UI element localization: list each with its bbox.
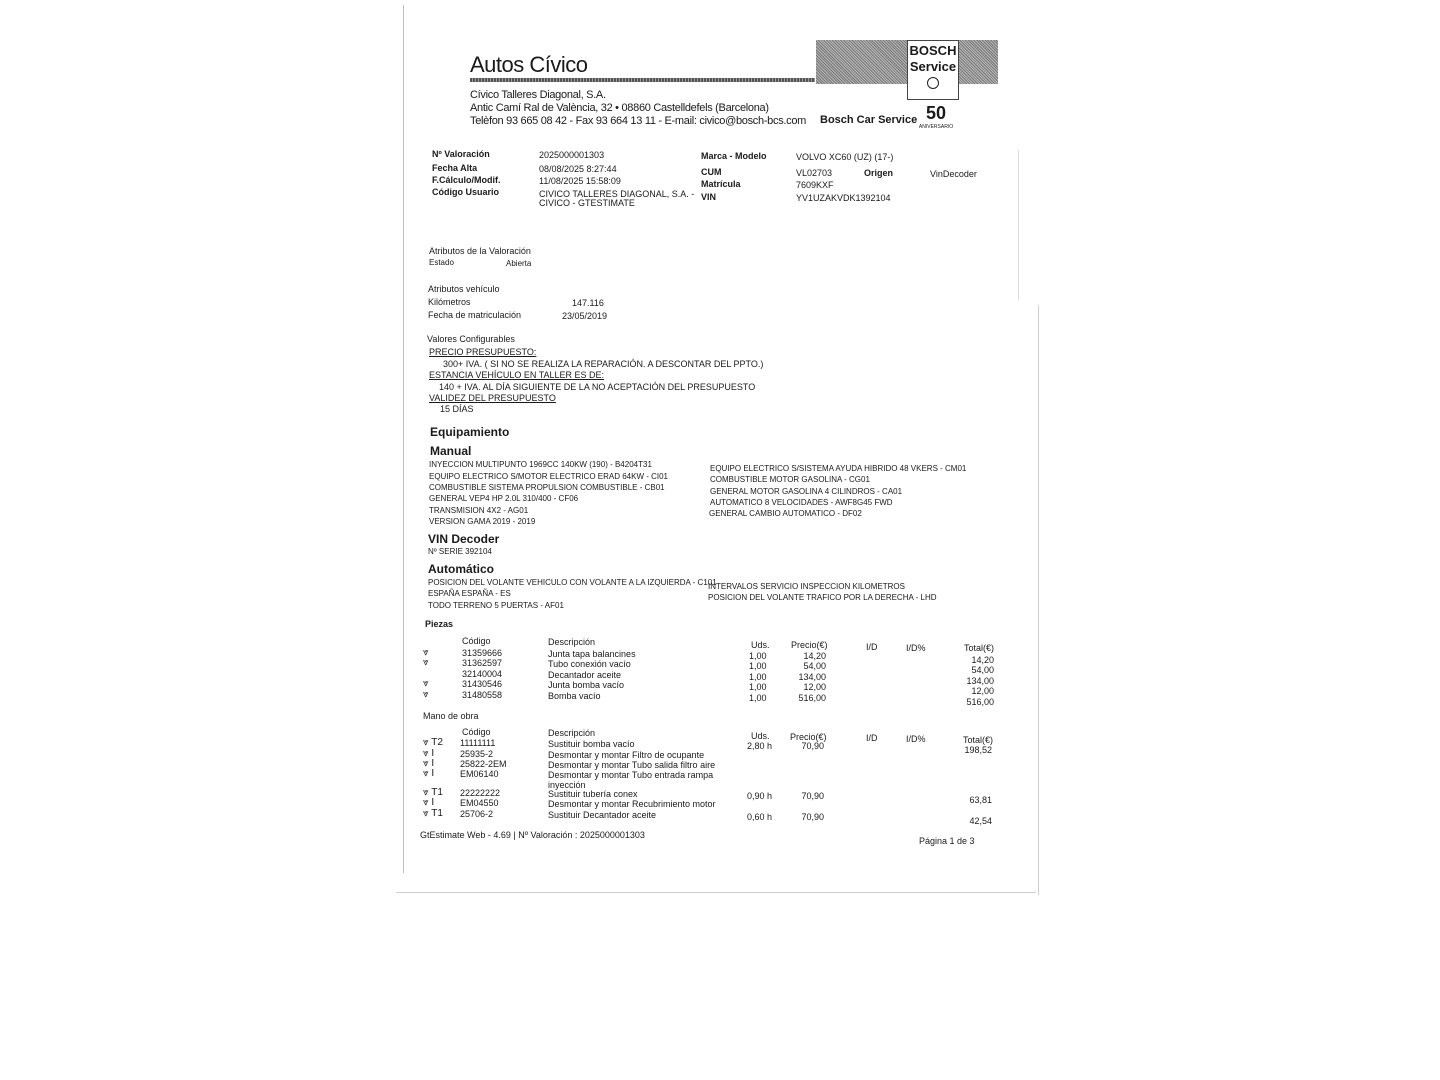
row-check-icon: ⩔ I	[423, 748, 435, 759]
manual-title: Manual	[430, 444, 472, 458]
piezas-descripcion: Junta tapa balancines	[548, 649, 636, 659]
mo-descripcion: Sustituir Decantador aceite	[548, 810, 657, 820]
mo-total: 198,52	[964, 745, 992, 755]
piezas-uds: 1,00	[749, 693, 767, 703]
auto-item: ESPAÑA ESPAÑA - ES	[428, 589, 511, 598]
manual-item: TRANSMISION 4X2 - AG01	[429, 506, 529, 515]
anniversary-number: 50	[925, 103, 947, 123]
info-value: 08/08/2025 8:27:44	[539, 164, 617, 174]
piezas-descripcion: Decantador aceite	[548, 670, 622, 680]
mo-header-codigo: Código	[462, 727, 491, 737]
piezas-header-idp: I/D%	[906, 643, 926, 653]
mo-uds: 0,60 h	[747, 812, 773, 822]
piezas-total: 54,00	[971, 665, 994, 675]
manual-item: COMBUSTIBLE MOTOR GASOLINA - CG01	[710, 475, 870, 484]
mo-total: 42,54	[969, 816, 992, 826]
row-check-icon: ⩔	[423, 657, 429, 668]
mo-header-precio: Precio(€)	[790, 732, 827, 742]
piezas-codigo: 31359666	[462, 648, 503, 658]
vin-serie: Nº SERIE 392104	[428, 547, 492, 556]
manual-item: GENERAL CAMBIO AUTOMATICO - DF02	[709, 509, 862, 518]
piezas-precio: 134,00	[798, 672, 826, 682]
row-check-icon: ⩔ I	[423, 768, 435, 779]
piezas-total: 134,00	[966, 676, 994, 686]
row-check-icon: ⩔ I	[423, 758, 435, 769]
atributos-vehiculo-title: Atributos vehículo	[428, 284, 500, 294]
piezas-uds: 1,00	[749, 672, 767, 682]
piezas-uds: 1,00	[749, 661, 767, 671]
vin-value: YV1UZAKVDK1392104	[796, 193, 891, 203]
row-check-icon: ⩔ T1	[423, 808, 443, 819]
atributos-valoracion-title: Atributos de la Valoración	[429, 246, 531, 256]
info-label: F.Cálculo/Modif.	[432, 175, 501, 185]
piezas-descripcion: Bomba vacío	[548, 691, 601, 701]
equipamiento-title: Equipamiento	[430, 425, 510, 439]
mo-descripcion-cont: inyección	[548, 780, 586, 790]
auto-item: TODO TERRENO 5 PUERTAS - AF01	[428, 601, 564, 610]
manual-item: COMBUSTIBLE SISTEMA PROPULSION COMBUSTIBLE - CB01	[429, 483, 665, 492]
manual-item: GENERAL MOTOR GASOLINA 4 CILINDROS - CA01	[710, 487, 903, 496]
origen-label: Origen	[864, 168, 894, 178]
estado-value: Abierta	[506, 259, 532, 268]
mo-codigo: 11111111	[460, 738, 496, 748]
row-check-icon: ⩔	[423, 647, 429, 658]
piezas-codigo: 32140004	[462, 669, 503, 679]
address: Antic Camí Ral de València, 32 • 08860 Castelldefels (Barcelona)	[470, 102, 769, 114]
piezas-codigo: 31362597	[462, 658, 503, 668]
matricula-value: 7609KXF	[796, 180, 834, 190]
valores-line: PRECIO PRESUPUESTO:	[429, 347, 537, 357]
info-value: 11/08/2025 15:58:09	[539, 176, 621, 186]
mo-descripcion: Desmontar y montar Recubrimiento motor	[548, 799, 716, 809]
mo-descripcion: Desmontar y montar Tubo salida filtro aire	[548, 760, 716, 770]
mo-total: 63,81	[969, 795, 992, 805]
header-rule	[470, 78, 815, 82]
piezas-codigo: 31480558	[462, 690, 503, 700]
info-label: Código Usuario	[432, 187, 499, 197]
contact: Telèfon 93 665 08 42 - Fax 93 664 13 11 - E-mail: civico@bosch-bcs.com	[470, 115, 807, 127]
mo-codigo: 25706-2	[460, 809, 494, 819]
piezas-header-descripcion: Descripción	[548, 637, 596, 647]
origen-value: VinDecoder	[930, 169, 977, 179]
piezas-header-id: I/D	[866, 642, 878, 652]
cum-value: VL02703	[796, 168, 833, 178]
automatico-title: Automático	[428, 562, 494, 576]
fm-label: Fecha de matriculación	[428, 310, 522, 320]
footer-page: Página 1 de 3	[919, 836, 975, 846]
manual-item: INYECCION MULTIPUNTO 1969CC 140KW (190) - B4204T31	[429, 460, 652, 469]
bosch-car-service: Bosch Car Service	[820, 114, 918, 126]
row-check-icon: ⩔	[423, 689, 429, 700]
info-label: Fecha Alta	[432, 163, 478, 173]
piezas-header-total: Total(€)	[964, 643, 995, 653]
piezas-header-codigo: Código	[462, 636, 491, 646]
estado-label: Estado	[429, 258, 454, 267]
valores-line: VALIDEZ DEL PRESUPUESTO	[429, 393, 556, 403]
marca-label: Marca - Modelo	[701, 151, 767, 161]
mo-header-total: Total(€)	[963, 735, 994, 745]
mo-precio: 70,90	[801, 741, 824, 751]
bosch-emblem-icon	[927, 77, 939, 89]
auto-item: POSICION DEL VOLANTE TRAFICO POR LA DERECHA - LHD	[708, 593, 937, 602]
anniversary-seal	[916, 103, 956, 133]
mo-codigo: 25935-2	[460, 749, 494, 759]
vin-decoder-title: VIN Decoder	[428, 532, 500, 546]
vin-label: VIN	[701, 192, 717, 202]
info-value: CIVICO TALLERES DIAGONAL, S.A. -	[539, 189, 695, 199]
matricula-label: Matrícula	[701, 179, 741, 189]
brand-line1: BOSCH	[909, 43, 957, 58]
manual-item: GENERAL VEP4 HP 2.0L 310/400 - CF06	[429, 494, 579, 503]
km-value: 147.116	[572, 298, 604, 308]
piezas-descripcion: Junta bomba vacío	[548, 680, 625, 690]
row-check-icon: ⩔ T2	[423, 737, 443, 748]
row-check-icon: ⩔	[423, 678, 429, 689]
piezas-precio: 14,20	[803, 651, 826, 661]
mo-header-uds: Uds.	[751, 731, 770, 741]
manual-item: EQUIPO ELECTRICO S/SISTEMA AYUDA HIBRIDO 48 VKERS - CM01	[710, 464, 967, 473]
mo-codigo: EM06140	[460, 769, 499, 779]
piezas-total: 12,00	[971, 686, 994, 696]
row-check-icon: ⩔ T1	[423, 787, 443, 798]
piezas-precio: 516,00	[798, 693, 826, 703]
anniversary-text: ANIVERSARIO	[918, 124, 954, 130]
info-value: CIVICO - GTESTIMATE	[539, 198, 635, 208]
mo-codigo: 22222222	[460, 788, 501, 798]
scan-edge-right	[1038, 305, 1039, 895]
valores-line: 15 DÍAS	[440, 404, 474, 414]
piezas-uds: 1,00	[749, 651, 767, 661]
mo-header-id: I/D	[866, 733, 878, 743]
piezas-header-uds: Uds.	[751, 640, 770, 650]
mo-header-descripcion: Descripción	[548, 728, 596, 738]
scan-edge-right-inner	[1018, 150, 1019, 300]
mo-descripcion: Desmontar y montar Filtro de ocupante	[548, 750, 705, 760]
mo-precio: 70,90	[801, 791, 824, 801]
footer-left: GtEstimate Web - 4.69 | Nº Valoración : 2025000001303	[420, 830, 645, 840]
piezas-codigo: 31430546	[462, 679, 503, 689]
valores-line: ESTANCIA VEHÍCULO EN TALLER ES DE:	[429, 370, 605, 380]
piezas-total: 516,00	[966, 697, 994, 707]
mo-header-idp: I/D%	[906, 734, 926, 744]
mo-descripcion: Desmontar y montar Tubo entrada rampa	[548, 770, 714, 780]
mo-descripcion: Sustituir bomba vacío	[548, 739, 635, 749]
info-value: 2025000001303	[539, 150, 605, 160]
manual-item: EQUIPO ELECTRICO S/MOTOR ELECTRICO ERAD 64KW - CI01	[429, 472, 669, 481]
mo-codigo: EM04550	[460, 798, 499, 808]
mo-uds: 0,90 h	[747, 791, 773, 801]
info-label: Nº Valoración	[432, 149, 490, 159]
piezas-precio: 54,00	[803, 661, 826, 671]
piezas-title: Piezas	[425, 619, 454, 629]
cum-label: CUM	[701, 167, 722, 177]
valores-line: 300+ IVA. ( SI NO SE REALIZA LA REPARACIÓN. A DESCONTAR DEL PPTO.)	[443, 359, 764, 369]
piezas-header-precio: Precio(€)	[791, 640, 828, 650]
auto-item: POSICION DEL VOLANTE VEHICULO CON VOLANTE A LA IZQUIERDA - C101	[428, 578, 717, 587]
piezas-total: 14,20	[971, 655, 994, 665]
mano-obra-title: Mano de obra	[423, 711, 479, 721]
brand-line2: Service	[909, 59, 957, 74]
legal-name: Cívico Talleres Diagonal, S.A.	[470, 89, 606, 101]
valores-title: Valores Configurables	[427, 334, 515, 344]
fm-value: 23/05/2019	[562, 311, 608, 321]
mo-precio: 70,90	[801, 812, 824, 822]
scan-edge-bottom	[396, 892, 1036, 893]
manual-item: AUTOMATICO 8 VELOCIDADES - AWF8G45 FWD	[710, 498, 893, 507]
piezas-precio: 12,00	[803, 682, 826, 692]
mo-uds: 2,80 h	[747, 741, 773, 751]
piezas-uds: 1,00	[749, 682, 767, 692]
row-check-icon: ⩔ I	[423, 797, 435, 808]
scan-edge-left	[403, 5, 404, 873]
valores-line: 140 + IVA. AL DÍA SIGUIENTE DE LA NO ACEPTACIÓN DEL PRESUPUESTO	[439, 382, 756, 392]
company-name: Autos Cívico	[470, 52, 588, 77]
piezas-descripcion: Tubo conexión vacío	[548, 659, 631, 669]
mo-codigo: 25822-2EM	[460, 759, 507, 769]
bosch-logo	[907, 40, 959, 100]
marca-value: VOLVO XC60 (UZ) (17-)	[796, 152, 894, 162]
km-label: Kilómetros	[428, 297, 471, 307]
auto-item: INTERVALOS SERVICIO INSPECCION KILOMETROS	[708, 582, 905, 591]
mo-descripcion: Sustituir tubería conex	[548, 789, 638, 799]
manual-item: VERSION GAMA 2019 - 2019	[429, 517, 536, 526]
